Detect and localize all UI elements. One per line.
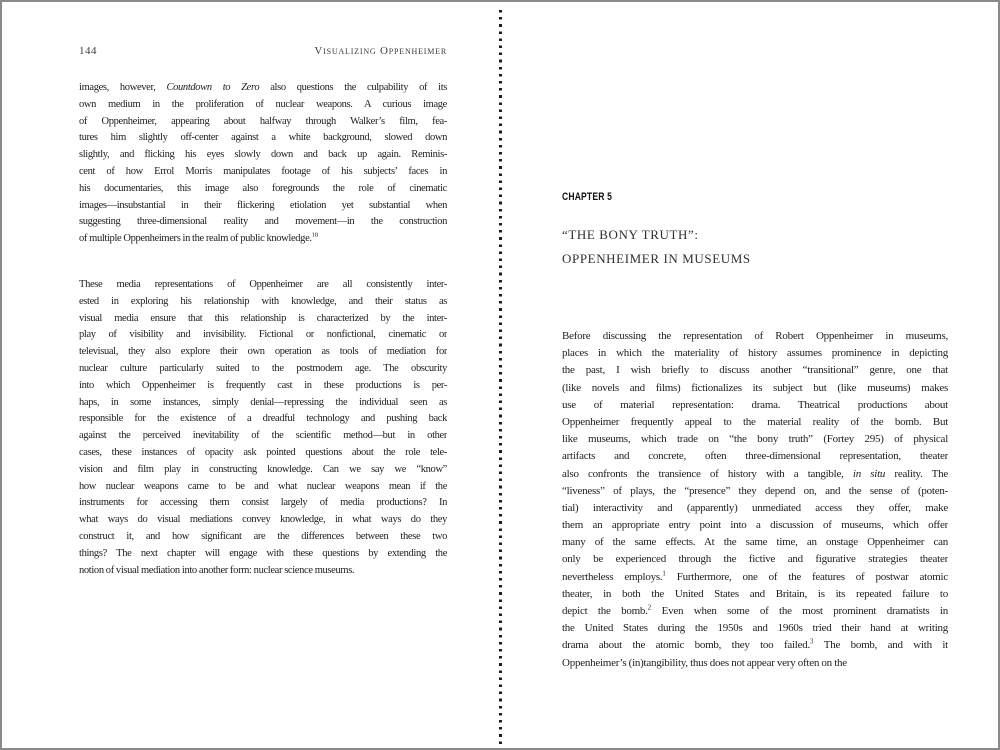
text-line: construct it, and how significant are the differences between these two xyxy=(79,530,447,542)
text-line: play of visibility and invisibility. Fictional or nonfictional, cinematic or xyxy=(79,329,447,341)
text-line: “liveness” of plays, the “presence” they depend on, and the sense of (poten- xyxy=(562,484,948,497)
text-line: Before discussing the representation of Robert Oppenheimer in museums, xyxy=(562,330,948,342)
text-line: own medium in the proliferation of nuclear weapons. A curious image xyxy=(79,98,447,110)
text-line: These media representations of Oppenheimer are all consistently inter- xyxy=(79,279,447,290)
text-line: depict the bomb.$^2$ Even when some of the most prominent dramatists in xyxy=(562,604,948,617)
paragraph xyxy=(79,277,447,579)
text-line: tial) interactivity and (apparently) unmediated access they offer, make xyxy=(562,501,948,514)
center-dotted-divider xyxy=(499,10,502,744)
chapter-title xyxy=(562,223,751,271)
text-line: slightly, and flicking his eyes slowly down and back up again. Reminis- xyxy=(79,149,447,161)
text-line: them an appropriate entry point into a discussion of museums, which offer xyxy=(562,519,948,532)
chapter-number-label: CHAPTER 5 xyxy=(562,191,613,203)
text-line: responsible for the existence of a dreadful technology and pushing back xyxy=(79,413,447,425)
text-line: televisual, they also explore their own operation as tools of mediation for xyxy=(79,346,447,358)
text-line: instruments for accessing them consist largely of media productions? In xyxy=(79,497,447,509)
text-line: cases, these instances of opacity ask pointed questions about the role tele- xyxy=(79,446,447,458)
text-line: of multiple Oppenheimers in the realm of public knowledge.$^{18}$ xyxy=(79,231,319,245)
page-number: 144 xyxy=(79,45,97,57)
text-line: Oppenheimer frequently appeal to the material reality of the bomb. But xyxy=(562,415,948,428)
paragraph xyxy=(79,80,447,248)
text-line: nevertheless employs.$^1$ Furthermore, one of the features of postwar atomic xyxy=(562,569,948,583)
text-line: vision and film play in constructing knowledge. Can we say we “know” xyxy=(79,463,447,475)
text-line: Oppenheimer’s (in)tangibility, thus does not appear very often on the xyxy=(562,656,847,669)
text-line: the past, I wish briefly to discuss another “transitional” genre, one that xyxy=(562,364,948,377)
text-line: artifacts and concrete, often three-dimensional representation, theater xyxy=(562,450,948,463)
text-line: like museums, which trade on “the bony truth” (Fortey 295) of physical xyxy=(562,433,948,446)
text-line: things? The next chapter will engage with these questions by extending the xyxy=(79,547,447,559)
text-line: (like novels and films) fictionalizes its subject but (like museums) makes xyxy=(562,381,948,394)
text-line: how nuclear weapons came to be and what nuclear weapons mean if the xyxy=(79,480,447,492)
text-line: of Oppenheimer, appearing about halfway through Walker’s film, fea- xyxy=(79,115,447,127)
paragraph xyxy=(562,328,948,672)
text-line: tures him slightly off-center against a white background, slowed down xyxy=(79,132,447,144)
text-line: his documentaries, this image also foregrounds the role of cinematic xyxy=(79,182,447,194)
running-head xyxy=(79,45,447,57)
chapter-title-line: OPPENHEIMER IN MUSEUMS xyxy=(562,251,751,266)
text-line: many of the same effects. At the same time, an onstage Oppenheimer can xyxy=(562,536,948,549)
text-line: into which Oppenheimer is frequently cast in these productions is per- xyxy=(79,379,447,391)
text-line: the United States during the 1950s and 1960s tried their hand at writing xyxy=(562,622,948,635)
text-line: ested in exploring his relationship with knowledge, and their status as xyxy=(79,295,447,307)
text-line: theater, in both the United States and Britain, is its repeated failure to xyxy=(562,587,948,600)
text-line: images, however, Countdown to Zero also questions the culpability of its xyxy=(79,82,447,93)
text-line: only be experienced through the fictive and figurative strategies theater xyxy=(562,553,948,566)
running-head-title: Visualizing Oppenheimer xyxy=(314,45,447,57)
text-line: what ways do visual mediations convey knowledge, in what ways do they xyxy=(79,514,447,526)
text-line: against the perceived inevitability of the scientific method—but in other xyxy=(79,430,447,442)
text-line: also confronts the transience of history with a tangible, in situ reality. The xyxy=(562,467,948,480)
chapter-title-line: “THE BONY TRUTH”: xyxy=(562,227,699,242)
text-line: drama about the atomic bomb, they too failed.$^3$ The bomb, and with it xyxy=(562,638,948,652)
text-line: suggesting three-dimensional reality and movement—in the construction xyxy=(79,216,447,228)
text-line: haps, in some instances, simply denial—repressing the individual seen as xyxy=(79,396,447,408)
text-line: places in which the materiality of history assumes prominence in depicting xyxy=(562,347,948,360)
text-line: use of material representation: drama. Theatrical productions about xyxy=(562,398,948,411)
text-line: images—insubstantial in their flickering etiolation yet substantial when xyxy=(79,199,447,211)
text-line: notion of visual mediation into another form: nuclear science museums. xyxy=(79,564,355,576)
text-line: nuclear culture particularly suited to the postmodern age. The obscurity xyxy=(79,362,447,374)
text-line: cent of how Errol Morris manipulates footage of his subjects’ faces in xyxy=(79,165,447,177)
text-line: visual media ensure that this relationship is characterized by the inter- xyxy=(79,312,447,324)
